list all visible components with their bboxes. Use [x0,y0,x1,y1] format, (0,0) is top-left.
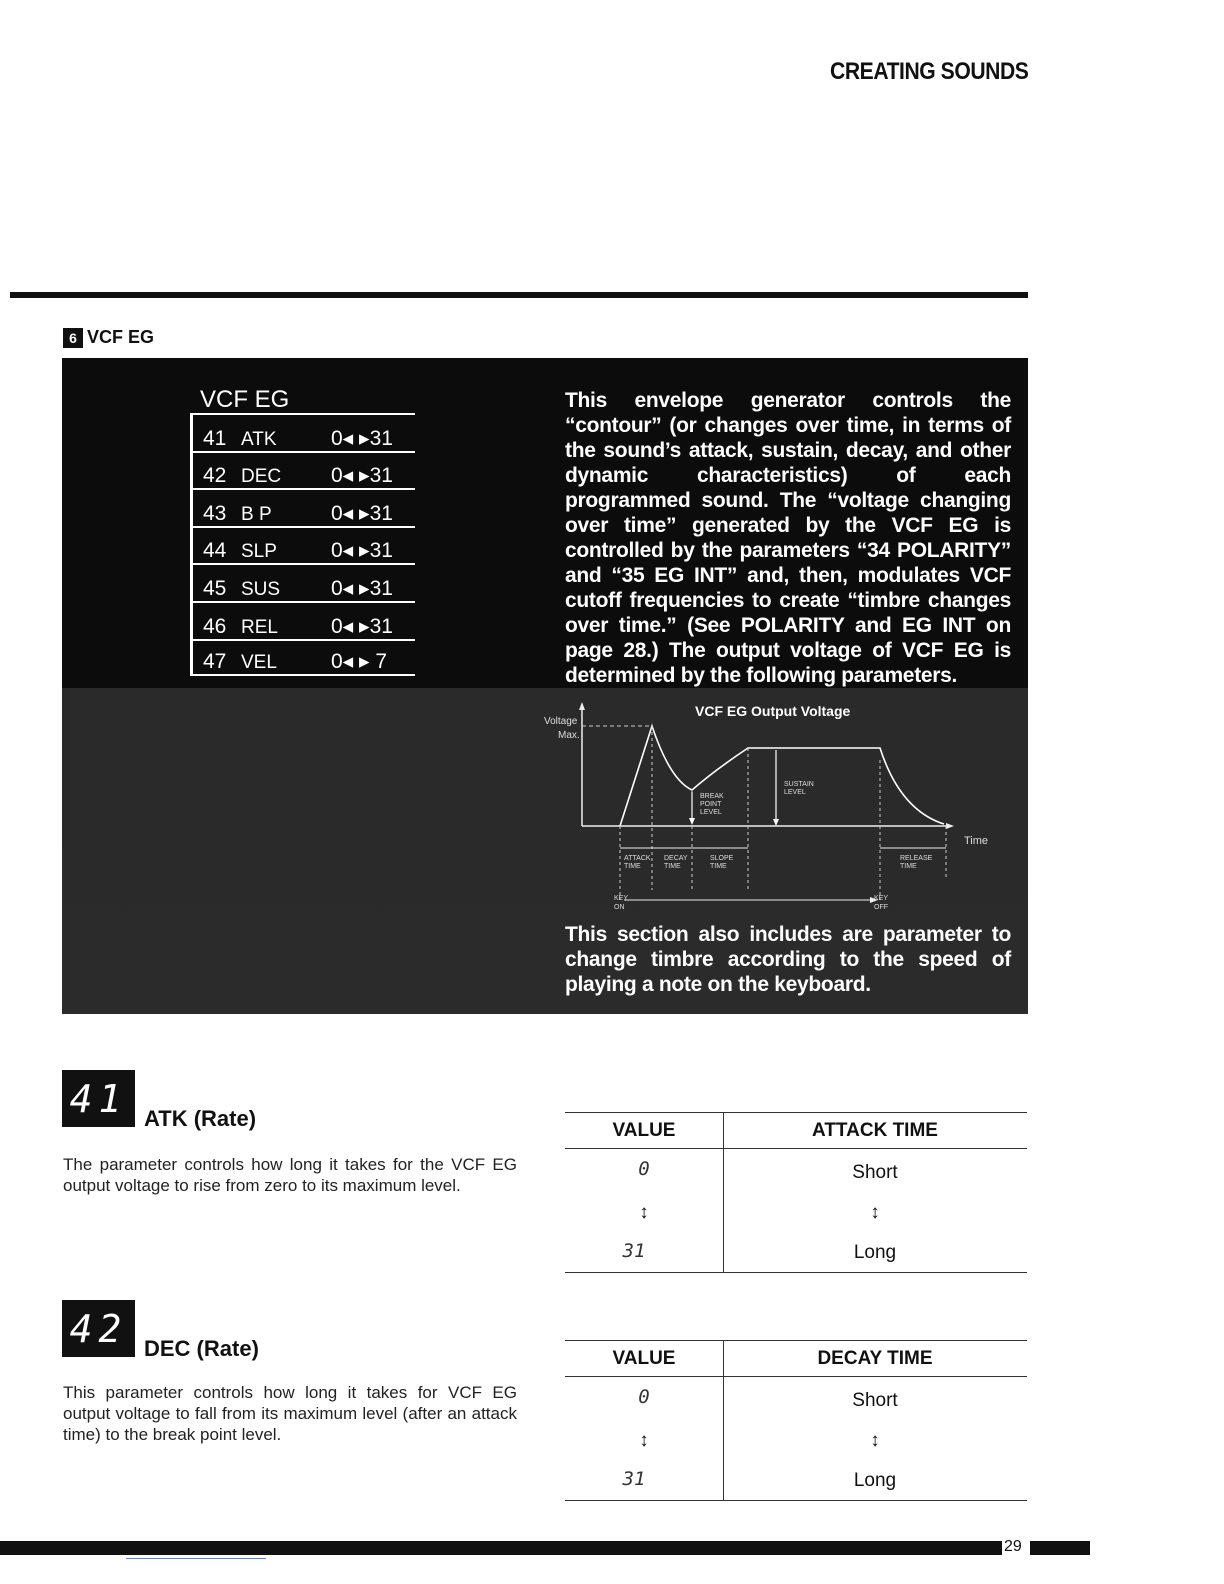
attack-time-column-header: ATTACK TIME [812,1120,938,1141]
envelope-curve [620,726,944,826]
param-row [193,639,415,677]
break-point-label: POINT [700,801,722,808]
range-arrow-icon: ↕ [870,1202,880,1223]
value-max: 31 [622,1240,646,1262]
vcf-eg-description: This envelope generator controls the “contour” (or changes over time, in terms of the sound’s attack, sustain, decay, and other dynamic characteristics) of each programmed sound. The “voltage changing over time” generated by the VCF EG is controlled by the parameters “34 POLARITY” and “35 EG INT” and, then, modulates VCF cutoff frequencies to create “timbre changes over time.” (See POLARITY and EG INT on page 28.) The output voltage of VCF EG is determined by the following parameters. [565,389,1011,687]
slope-time-label: TIME [710,863,727,870]
time-max: Long [853,1242,897,1263]
table-rule [565,1376,1027,1377]
range-arrow-icon: ↕ [870,1430,880,1451]
param-range: 0◂ ▸ 7 [331,650,388,674]
param-name: SUS [241,578,281,600]
release-time-label: TIME [900,863,917,870]
param-range: 0◂ ▸31 [331,501,393,525]
param-row [193,413,415,451]
table-rule [565,1500,1027,1501]
dec-heading: DEC (Rate) [144,1336,259,1361]
table-rule [565,1148,1027,1149]
param-name: SLP [241,541,277,563]
key-on-label: ON [614,904,625,911]
time-min: Short [852,1162,898,1183]
value-max: 31 [622,1468,646,1490]
diagram-max-label: Max. [558,730,580,741]
led-display-42 [62,1300,135,1357]
decay-time-label: TIME [664,863,681,870]
range-arrow-icon: ↕ [639,1430,649,1451]
release-time-label: RELEASE [900,855,933,862]
y-axis-arrowhead [579,702,585,710]
param-row [193,563,415,601]
attack-time-label: ATTACK [624,855,651,862]
param-name: B P [241,503,272,525]
break-point-label: LEVEL [700,809,722,816]
decay-time-table [565,1340,1027,1502]
value-min: 0 [638,1158,650,1180]
page-header-title: CREATING SOUNDS [829,58,1028,85]
break-point-arrowhead [689,818,695,825]
velocity-description: This section also includes are parameter to change timbre according to the speed of playing a note on the keyboard. [565,923,1011,996]
slope-time-label: SLOPE [710,855,734,862]
diagram-y-label: Voltage [544,716,578,727]
param-row [193,526,415,564]
table-rule [565,1112,1027,1113]
key-off-label: KEY [874,895,889,902]
param-number: 45 [203,576,227,600]
footer-underline [126,1558,266,1559]
param-name: DEC [241,466,282,488]
param-name: REL [241,616,278,638]
param-number: 41 [203,426,227,450]
param-range: 0◂ ▸31 [331,464,393,488]
key-on-label: KEY [614,895,629,902]
param-range: 0◂ ▸31 [331,426,393,450]
param-number: 42 [203,464,227,488]
param-table-title: VCF EG [200,386,290,413]
range-arrow-icon: ↕ [639,1202,649,1223]
break-point-label: BREAK [700,793,724,800]
section-number-badge: 6 [63,328,83,348]
param-row [193,601,415,639]
attack-time-label: TIME [624,863,641,870]
section-title: VCF EG [87,327,155,347]
param-row [193,488,415,526]
diagram-time-label: Time [964,835,989,847]
led-display-value: 41 [69,1076,128,1121]
param-name: ATK [241,428,277,450]
param-number: 43 [203,501,227,525]
led-display-value: 42 [69,1306,128,1351]
value-column-header: VALUE [612,1120,676,1141]
param-range: 0◂ ▸31 [331,576,393,600]
param-number: 47 [203,650,227,674]
attack-time-table [565,1112,1027,1274]
key-off-label: OFF [874,904,888,911]
param-range: 0◂ ▸31 [331,614,393,638]
header-rule [10,292,1028,298]
value-min: 0 [638,1386,650,1408]
sustain-level-label: LEVEL [784,789,806,796]
param-name: VEL [241,652,277,674]
table-rule [565,1340,1027,1341]
led-display-41 [62,1070,135,1127]
sustain-level-arrowhead [773,819,779,826]
footer-bar [0,1541,1002,1555]
param-table [190,413,415,676]
diagram-title: VCF EG Output Voltage [695,703,851,719]
dec-description: This parameter controls how long it takes for VCF EG output voltage to fall from its maximum level (after an attack time) to the break point level. [63,1383,517,1444]
param-number: 46 [203,614,227,638]
x-axis-arrowhead [946,823,954,829]
eg-output-voltage-diagram [540,700,1000,920]
param-range: 0◂ ▸31 [331,539,393,563]
section-label [63,327,154,348]
footer-bar-end [1030,1541,1090,1555]
page-number: 29 [1004,1538,1022,1555]
atk-description: The parameter controls how long it takes for the VCF EG output voltage to rise from zero to its maximum level. [63,1155,517,1195]
decay-time-column-header: DECAY TIME [817,1348,933,1369]
atk-heading: ATK (Rate) [144,1106,257,1131]
value-column-header: VALUE [612,1348,676,1369]
table-rule [565,1272,1027,1273]
time-min: Short [852,1390,898,1411]
decay-time-label: DECAY [664,855,688,862]
time-max: Long [853,1470,897,1491]
param-number: 44 [203,539,227,563]
sustain-level-label: SUSTAIN [784,781,814,788]
param-row [193,451,415,489]
